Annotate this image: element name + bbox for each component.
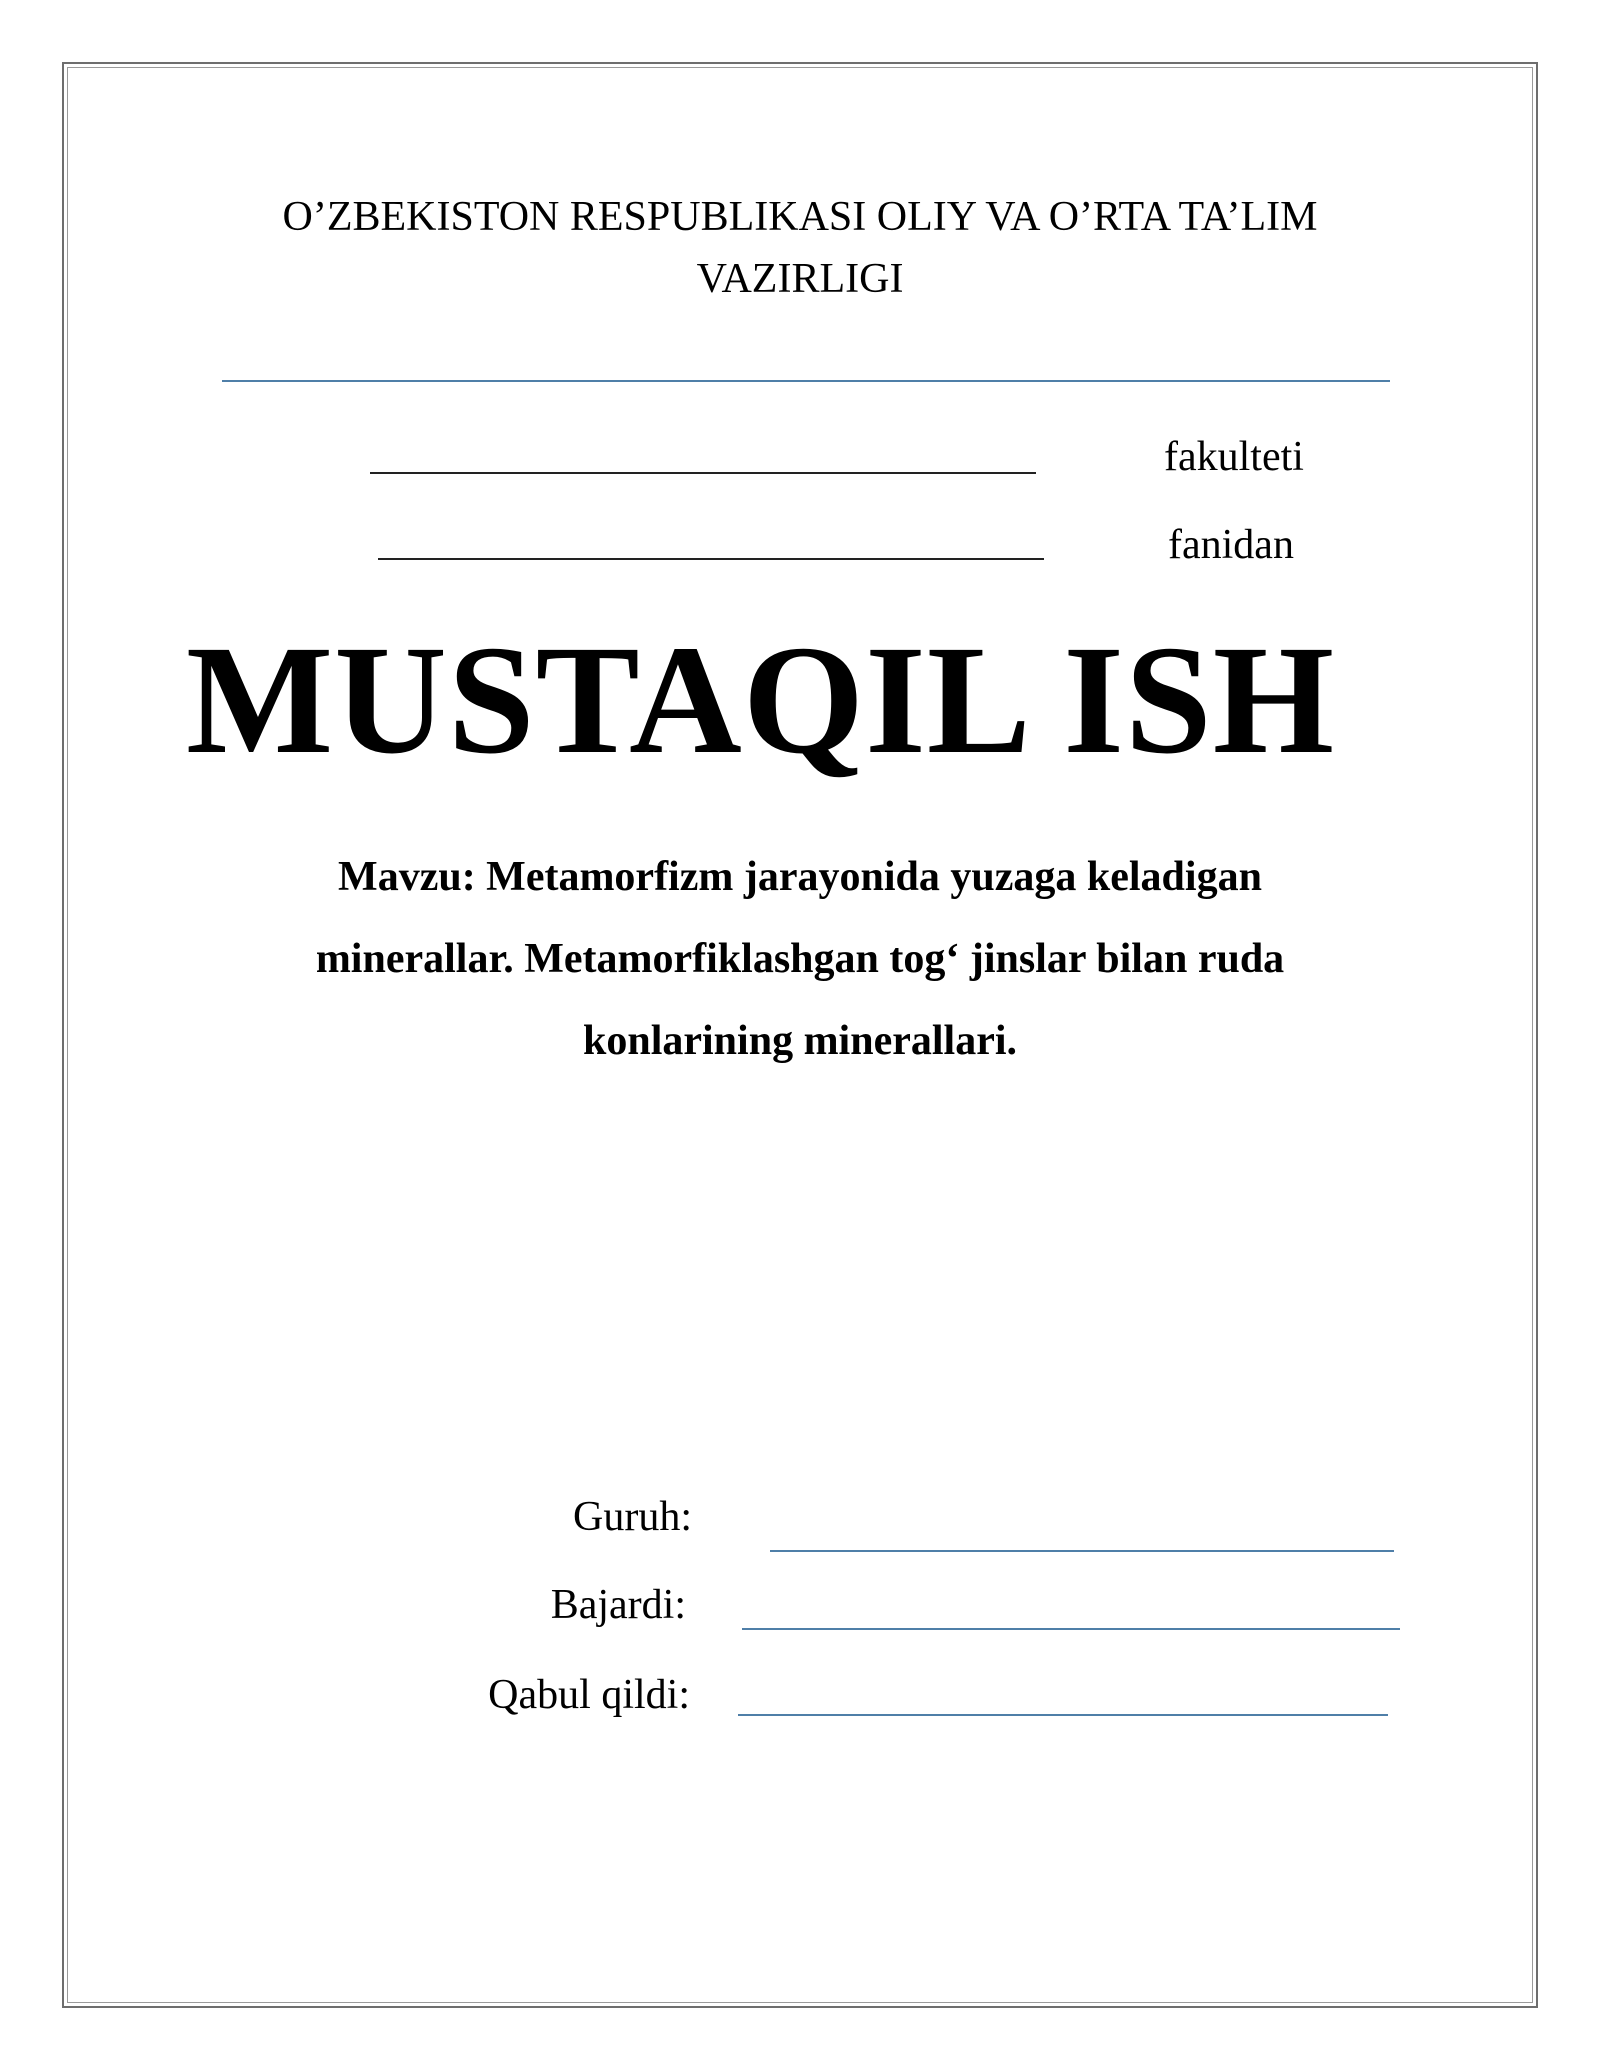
subject-blank-line[interactable] — [378, 558, 1044, 560]
group-label: Guruh: — [573, 1494, 692, 1540]
accepted-by-blank-line[interactable] — [738, 1714, 1388, 1716]
topic-line-2: minerallar. Metamorfiklashgan tog‘ jinslar bilan ruda — [315, 936, 1285, 982]
university-blank-line[interactable] — [222, 380, 1390, 382]
ministry-line-2: VAZIRLIGI — [696, 256, 904, 302]
topic-line-1: Mavzu: Metamorfizm jarayonida yuzaga keladigan — [338, 854, 1262, 900]
group-blank-line[interactable] — [770, 1550, 1394, 1552]
subject-suffix: fanidan — [1168, 522, 1294, 568]
ministry-heading — [150, 186, 1450, 310]
accepted-by-label: Qabul qildi: — [488, 1672, 690, 1718]
faculty-suffix: fakulteti — [1164, 434, 1304, 480]
ministry-line-1: O’ZBEKISTON RESPUBLIKASI OLIY VA O’RTA TA’LIM — [282, 194, 1318, 240]
document-title: MUSTAQIL ISH — [186, 613, 1336, 786]
topic-line-3: konlarining minerallari. — [582, 1018, 1018, 1064]
performed-by-blank-line[interactable] — [742, 1628, 1400, 1630]
faculty-blank-line[interactable] — [370, 472, 1036, 474]
topic-block — [200, 836, 1400, 1082]
performed-by-label: Bajardi: — [550, 1582, 686, 1628]
